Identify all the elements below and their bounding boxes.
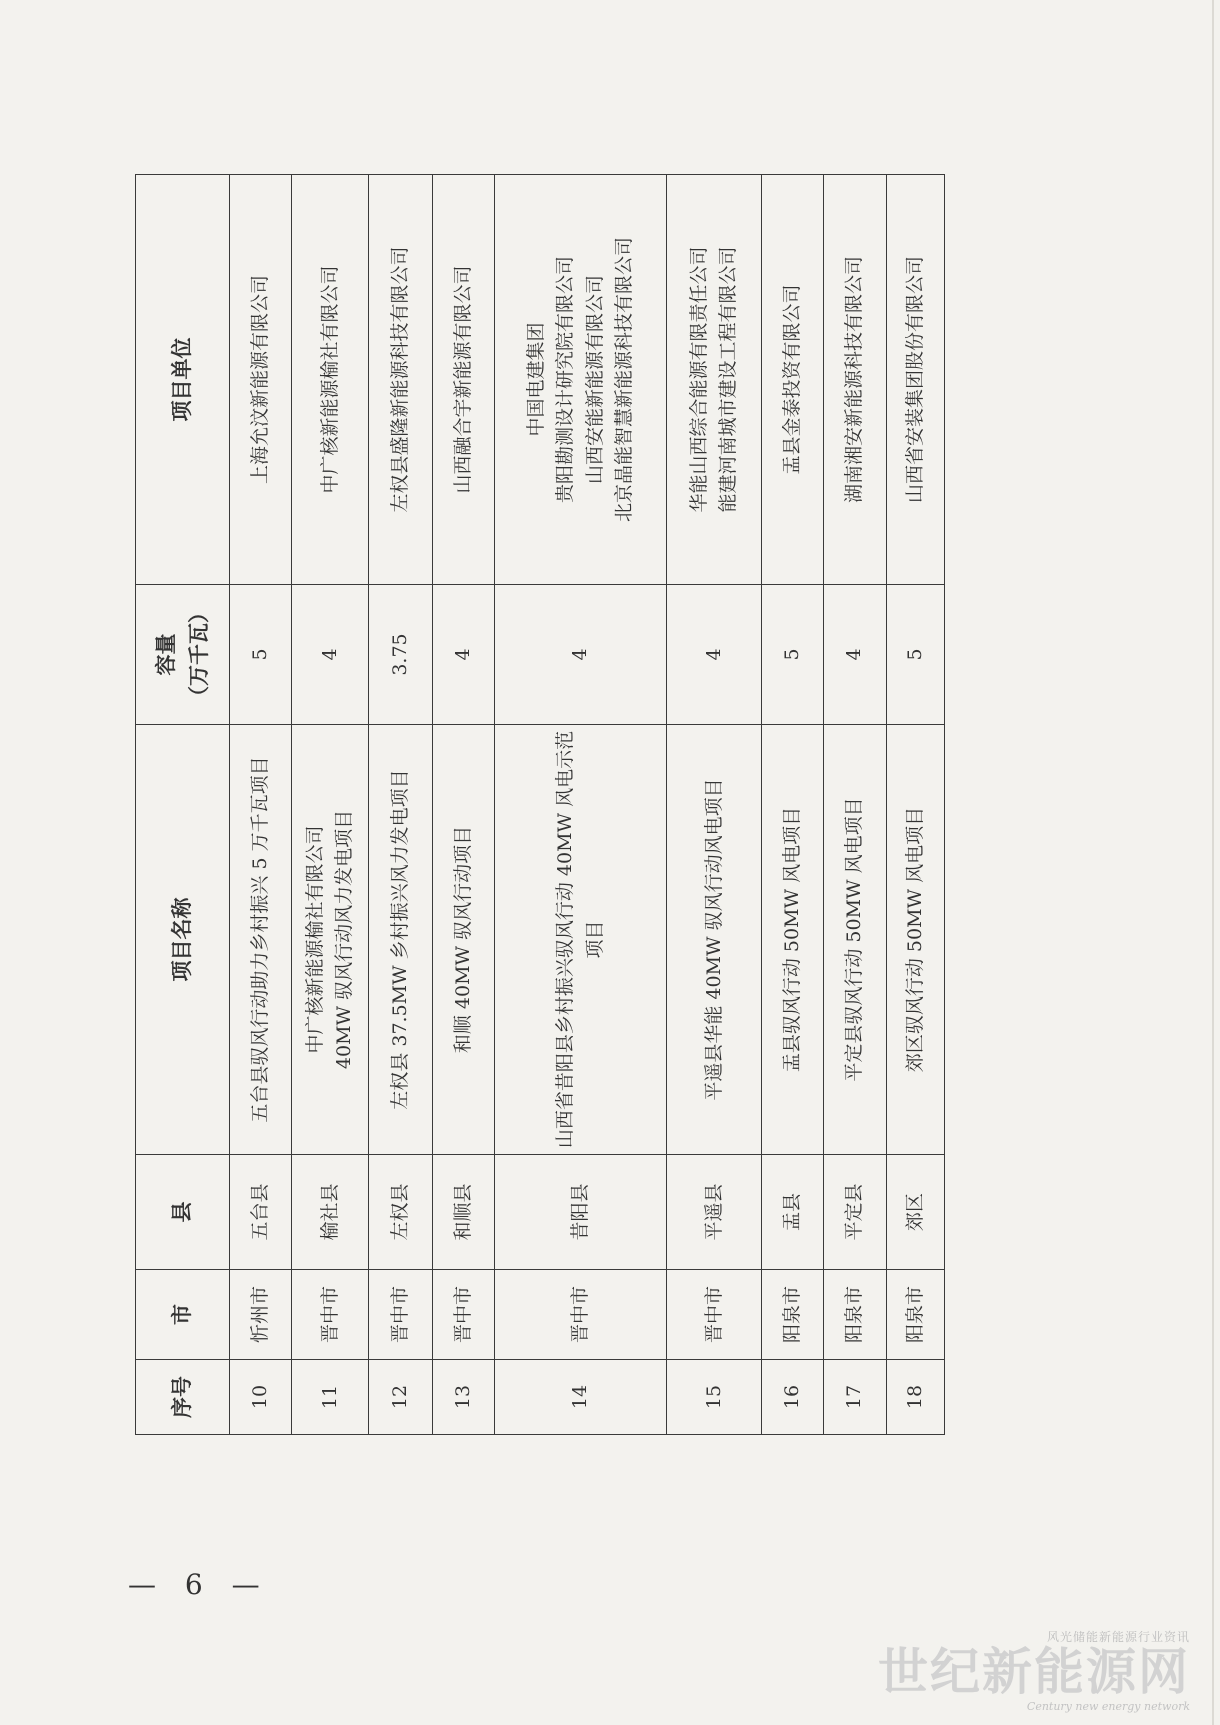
table-header-row bbox=[136, 175, 230, 1435]
watermark-main: 世纪新能源网 bbox=[878, 1643, 1190, 1701]
cell-unit-line: 中广核新能源榆社有限公司 bbox=[318, 265, 341, 494]
cell-seq: 17 bbox=[824, 1360, 886, 1435]
cell-project-name bbox=[824, 725, 886, 1155]
cell-project-name bbox=[494, 725, 667, 1155]
cell-county: 平遥县 bbox=[667, 1155, 762, 1270]
page-edge bbox=[1212, 0, 1214, 1725]
cell-city: 忻州市 bbox=[230, 1270, 292, 1360]
cell-city: 阳泉市 bbox=[886, 1270, 944, 1360]
cell-unit-line: 贵阳勘测设计研究院有限公司 bbox=[554, 256, 577, 504]
cell-county: 郊区 bbox=[886, 1155, 944, 1270]
cell-seq: 18 bbox=[886, 1360, 944, 1435]
project-table bbox=[135, 174, 945, 1435]
cell-unit bbox=[886, 175, 944, 585]
cell-seq: 14 bbox=[494, 1360, 667, 1435]
header-seq: 序号 bbox=[136, 1360, 230, 1435]
cell-unit bbox=[292, 175, 369, 585]
table-body bbox=[230, 175, 945, 1435]
header-unit: 项目单位 bbox=[136, 175, 230, 585]
table-row bbox=[230, 175, 292, 1435]
cell-project-name-line: 郊区驭风行动 50MW 风电项目 bbox=[903, 806, 926, 1073]
cell-unit-line: 山西融合宇新能源有限公司 bbox=[451, 265, 474, 494]
cell-unit bbox=[369, 175, 432, 585]
cell-city: 晋中市 bbox=[369, 1270, 432, 1360]
cell-unit bbox=[824, 175, 886, 585]
cell-capacity: 4 bbox=[432, 585, 494, 725]
cell-unit bbox=[667, 175, 762, 585]
cell-project-name bbox=[886, 725, 944, 1155]
cell-seq: 10 bbox=[230, 1360, 292, 1435]
cell-capacity: 5 bbox=[230, 585, 292, 725]
cell-unit-line: 湖南湘安新能源科技有限公司 bbox=[843, 256, 866, 504]
cell-seq: 13 bbox=[432, 1360, 494, 1435]
cell-project-name bbox=[292, 725, 369, 1155]
cell-project-name bbox=[432, 725, 494, 1155]
cell-capacity: 3.75 bbox=[369, 585, 432, 725]
cell-unit-line: 北京晶能智慧新能源科技有限公司 bbox=[613, 237, 636, 523]
cell-project-name bbox=[230, 725, 292, 1155]
cell-city: 晋中市 bbox=[432, 1270, 494, 1360]
table-row bbox=[292, 175, 369, 1435]
header-capacity: 容量 （万千瓦） bbox=[136, 585, 230, 725]
cell-project-name-line: 中广核新能源榆社有限公司 bbox=[303, 825, 326, 1054]
cell-project-name-line: 左权县 37.5MW 乡村振兴风力发电项目 bbox=[388, 769, 411, 1110]
cell-city: 晋中市 bbox=[494, 1270, 667, 1360]
cell-county: 昔阳县 bbox=[494, 1155, 667, 1270]
table-row bbox=[667, 175, 762, 1435]
cell-county: 和顺县 bbox=[432, 1155, 494, 1270]
table-row bbox=[824, 175, 886, 1435]
cell-county: 榆社县 bbox=[292, 1155, 369, 1270]
cell-unit-line: 中国电建集团 bbox=[524, 322, 547, 437]
cell-capacity: 5 bbox=[762, 585, 824, 725]
table-row bbox=[432, 175, 494, 1435]
cell-project-name-line: 和顺 40MW 驭风行动项目 bbox=[451, 825, 474, 1054]
table-row bbox=[762, 175, 824, 1435]
cell-seq: 16 bbox=[762, 1360, 824, 1435]
cell-unit bbox=[762, 175, 824, 585]
cell-city: 晋中市 bbox=[667, 1270, 762, 1360]
cell-project-name-line: 平遥县华能 40MW 驭风行动风电项目 bbox=[702, 778, 725, 1101]
cell-unit bbox=[432, 175, 494, 585]
cell-project-name bbox=[667, 725, 762, 1155]
header-city: 市 bbox=[136, 1270, 230, 1360]
cell-unit-line: 左权县盛隆新能源科技有限公司 bbox=[388, 246, 411, 513]
rotated-table-wrapper bbox=[135, 175, 945, 1435]
cell-unit-line: 山西安能新能源有限公司 bbox=[583, 275, 606, 485]
cell-project-name-line: 盂县驭风行动 50MW 风电项目 bbox=[780, 806, 803, 1073]
cell-capacity: 4 bbox=[667, 585, 762, 725]
table-row bbox=[369, 175, 432, 1435]
table-row bbox=[886, 175, 944, 1435]
watermark-top: 风光储能新能源行业资讯 bbox=[1046, 1630, 1190, 1644]
cell-unit-line: 上海允汶新能源有限公司 bbox=[248, 275, 271, 485]
table-row bbox=[494, 175, 667, 1435]
cell-unit bbox=[494, 175, 667, 585]
cell-project-name-line: 平定县驭风行动 50MW 风电项目 bbox=[843, 797, 866, 1082]
cell-project-name-line: 五台县驭风行动助力乡村振兴 5 万千瓦项目 bbox=[248, 756, 271, 1123]
rotated-table-inner bbox=[135, 175, 945, 1435]
header-county: 县 bbox=[136, 1155, 230, 1270]
cell-capacity: 5 bbox=[886, 585, 944, 725]
cell-project-name bbox=[762, 725, 824, 1155]
cell-project-name-line: 山西省昔阳县乡村振兴驭风行动 40MW 风电示范项目 bbox=[554, 730, 606, 1149]
cell-county: 盂县 bbox=[762, 1155, 824, 1270]
cell-unit bbox=[230, 175, 292, 585]
cell-seq: 15 bbox=[667, 1360, 762, 1435]
cell-capacity: 4 bbox=[292, 585, 369, 725]
cell-capacity: 4 bbox=[494, 585, 667, 725]
cell-project-name bbox=[369, 725, 432, 1155]
page-number: — 6 — bbox=[128, 1568, 270, 1601]
cell-county: 左权县 bbox=[369, 1155, 432, 1270]
header-project-name: 项目名称 bbox=[136, 725, 230, 1155]
cell-seq: 12 bbox=[369, 1360, 432, 1435]
cell-city: 阳泉市 bbox=[762, 1270, 824, 1360]
cell-city: 晋中市 bbox=[292, 1270, 369, 1360]
cell-unit-line: 华能山西综合能源有限责任公司 bbox=[687, 246, 710, 513]
cell-unit-line: 山西省安装集团股份有限公司 bbox=[903, 256, 926, 504]
watermark bbox=[878, 1628, 1190, 1713]
cell-capacity: 4 bbox=[824, 585, 886, 725]
cell-unit-line: 盂县金泰投资有限公司 bbox=[780, 284, 803, 475]
cell-seq: 11 bbox=[292, 1360, 369, 1435]
cell-project-name-line: 40MW 驭风行动风力发电项目 bbox=[333, 809, 356, 1070]
cell-unit-line: 能建河南城市建设工程有限公司 bbox=[717, 246, 740, 513]
cell-city: 阳泉市 bbox=[824, 1270, 886, 1360]
cell-county: 平定县 bbox=[824, 1155, 886, 1270]
cell-county: 五台县 bbox=[230, 1155, 292, 1270]
watermark-sub: Century new energy network bbox=[1026, 1700, 1190, 1713]
